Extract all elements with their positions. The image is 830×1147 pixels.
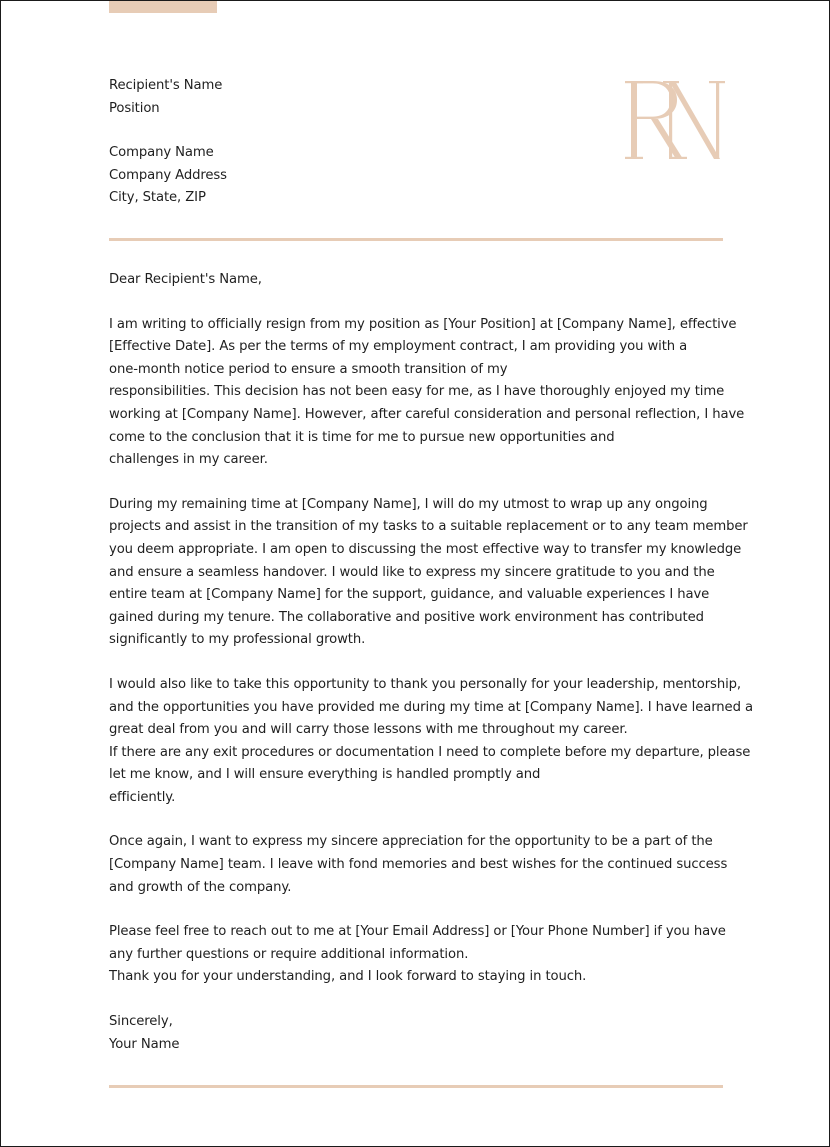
paragraph-2 [109, 494, 748, 652]
paragraph-line: Once again, I want to express my sincere appreciation for the opportunity to be a part of the [109, 834, 713, 850]
company-name: Company Name [109, 145, 214, 161]
signature-name: Your Name [109, 1036, 180, 1052]
paragraph-line: and the opportunities you have provided me during my time at [Company Name]. I have learned a [109, 699, 753, 715]
paragraph-line: I would also like to take this opportunity to thank you personally for your leadership, mentorship, [109, 676, 741, 692]
paragraph-line: one-month notice period to ensure a smooth transition of my [109, 361, 508, 377]
paragraph-3 [109, 674, 753, 810]
closing: Sincerely, [109, 1014, 173, 1030]
paragraph-line: I am writing to officially resign from my position as [Your Position] at [Company Name], effective [109, 316, 737, 332]
recipient-position: Position [109, 100, 160, 116]
paragraph-line: efficiently. [109, 789, 176, 805]
paragraph-5 [109, 921, 729, 989]
header-divider [109, 238, 723, 241]
paragraph-line: let me know, and I will ensure everything is handled promptly and [109, 767, 541, 783]
paragraph-line: you deem appropriate. I am open to discussing the most effective way to transfer my knowledge [109, 541, 742, 557]
top-accent-bar [109, 1, 217, 13]
recipient-name: Recipient's Name [109, 78, 223, 93]
paragraph-line: significantly to my professional growth. [109, 632, 366, 648]
paragraph-line: and ensure a seamless handover. I would like to express my sincere gratitude to you and the [109, 564, 715, 580]
recipient-block [109, 75, 509, 210]
paragraph-line: gained during my tenure. The collaborative and positive work environment has contributed [109, 609, 704, 625]
paragraph-line: [Effective Date]. As per the terms of my employment contract, I am providing you with a [109, 339, 688, 355]
paragraph-line: come to the conclusion that it is time for me to pursue new opportunities and [109, 429, 615, 445]
paragraph-line: If there are any exit procedures or documentation I need to complete before my departure, please [109, 744, 751, 760]
paragraph-1 [109, 314, 745, 472]
paragraph-line: great deal from you and will carry those lessons with me throughout my career. [109, 722, 628, 738]
paragraph-line: responsibilities. This decision has not been easy for me, as I have thoroughly enjoyed my time [109, 384, 725, 400]
paragraph-line: projects and assist in the transition of my tasks to a suitable replacement or to any team member [109, 519, 748, 535]
company-address: Company Address [109, 167, 227, 183]
paragraph-line: challenges in my career. [109, 452, 268, 468]
footer-divider [109, 1085, 723, 1088]
paragraph-line: During my remaining time at [Company Name], I will do my utmost to wrap up any ongoing [109, 496, 708, 512]
paragraph-line: Thank you for your understanding, and I look forward to staying in touch. [109, 969, 587, 985]
paragraph-4 [109, 831, 729, 899]
paragraph-line: [Company Name] team. I leave with fond memories and best wishes for the continued success [109, 857, 728, 873]
company-city: City, State, ZIP [109, 190, 206, 206]
paragraph-line: Please feel free to reach out to me at [Your Email Address] or [Your Phone Number] if you have [109, 924, 726, 940]
salutation: Dear Recipient's Name, [109, 272, 262, 287]
paragraph-line: any further questions or require additional information. [109, 946, 469, 962]
paragraph-line: working at [Company Name]. However, after careful consideration and personal reflection, I have [109, 406, 745, 422]
paragraph-line: and growth of the company. [109, 879, 292, 895]
monogram-logo [625, 77, 725, 163]
letter-body [109, 269, 753, 1056]
paragraph-line: entire team at [Company Name] for the support, guidance, and valuable experiences I have [109, 587, 710, 603]
